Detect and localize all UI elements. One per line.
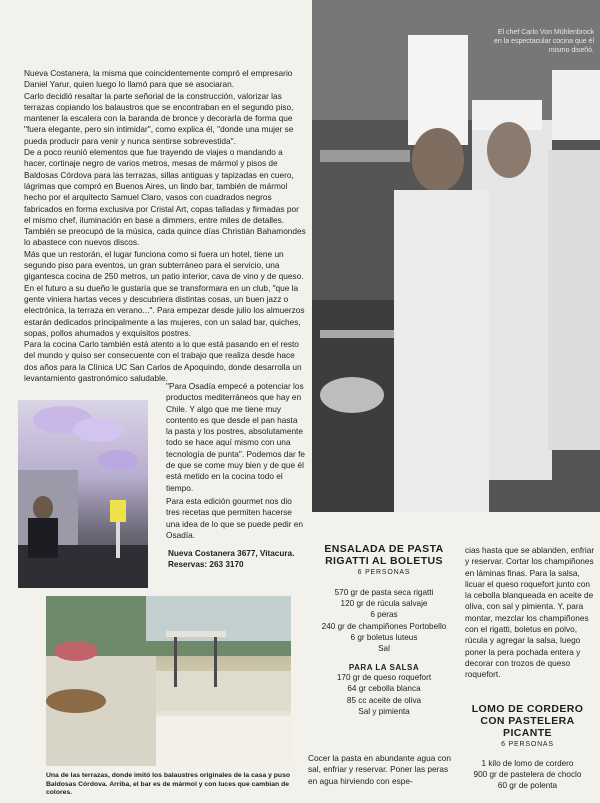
recipe-1-steps-continued: cias hasta que se ablanden, enfriar y reservar. Cortar los champiñones en láminas finas. Para la salsa, licuar el queso roquefort junto con la cebolla blanqueada en aceite de oliva, con sal y pimienta. Y, para montar, mezclar los champiñones con el rigatti, boletus en polvo, rúcula y agregar la salsa, luego poner la pera pochada entera y decorar con trozos de queso roquefort.	[465, 545, 595, 680]
terrace-photo-illustration	[46, 596, 291, 766]
bar-photo-illustration	[18, 400, 148, 588]
terrace-photo	[46, 596, 291, 766]
chef-photo-caption: El chef Carlo Von Mühlenbrock en la espectacular cocina que él mismo diseñó.	[494, 29, 595, 54]
recipe-1-steps-start: Cocer la pasta en abundante agua con sal, enfriar y reservar. Poner las peras en agua hirviendo con espe-	[308, 753, 451, 786]
recipe-1-ingredient: 570 gr de pasta seca rigatti	[334, 588, 434, 597]
recipe-1-servings: 6 PERSONAS	[357, 569, 411, 576]
chef-photo-illustration	[312, 0, 600, 512]
recipe-ensalada	[314, 543, 454, 717]
recipe-2-title-line-2: CON PASTELERA PICANTE	[480, 715, 575, 739]
reservations-line: Reservas: 263 3170	[168, 560, 244, 569]
recipe-1-title-line-1: ENSALADA DE PASTA	[324, 543, 444, 555]
article-paragraph-1: Nueva Costanera, la misma que coincidentemente compró el empresario Daniel Yarur, quien luego lo llamó para que se asociaran.	[24, 68, 293, 90]
recipe-1-sauce-ingredient: 170 gr de queso roquefort	[336, 673, 432, 683]
recipe-1-ingredient: 240 gr de champiñones Portobello	[321, 621, 447, 631]
article-paragraph-5: Para la cocina Carlo también está atento a lo que está pasando en el resto del mundo y quiso ser consecuente con el trabajo que realiza desde hace dos años para la Clínica UC San Carlos de Apoquindo, donde desarrolla un levantamiento gastronómico saludable.	[24, 339, 302, 384]
recipe-1-sauce-ingredient: 85 cc aceite de oliva	[346, 695, 422, 705]
recipe-2-ingredient: 1 kilo de lomo de cordero	[481, 759, 574, 768]
recipe-2-servings: 6 PERSONAS	[501, 741, 554, 748]
article-quote-paragraph: "Para Osadía empecé a potenciar los productos mediterráneos que hay en Chile. Y algo que me tiene muy contento es que desde el pan hasta la pasta y los postres, absolutamente todo se hace aquí mismo con una tecnología de punta". Podemos dar fe de que se come muy bien y de que él está metido en la cocina todo el tiempo.	[166, 381, 306, 493]
recipe-1-ingredient: 6 gr boletus luteus	[350, 632, 418, 642]
chef-photo	[312, 0, 600, 512]
recipe-1-title-line-2: RIGATTI AL BOLETUS	[325, 555, 443, 567]
recipe-1-ingredient: 6 peras	[370, 610, 398, 620]
recipe-2-title-line-1: LOMO DE CORDERO	[471, 703, 584, 715]
bar-photo	[18, 400, 148, 588]
recipe-2-ingredient: 60 gr de polenta	[497, 781, 558, 791]
recipe-1-ingredient: Sal	[378, 644, 390, 654]
terrace-caption: Una de las terrazas, donde imitó los balaustres originales de la casa y puso Baldosas Córdova. Arriba, el bar es de mármol y con luces que cambian de colores.	[46, 772, 291, 797]
recipe-1-sauce-ingredient: Sal y pimienta	[358, 706, 410, 716]
restaurant-address	[168, 548, 308, 570]
article-quote-column	[166, 381, 306, 541]
address-line: Nueva Costanera 3677, Vitacura.	[168, 549, 295, 558]
recipe-lomo	[455, 703, 600, 792]
recipe-1-sauce-ingredient: 64 gr cebolla blanca	[347, 684, 421, 694]
recipe-2-ingredient: 900 gr de pastelera de choclo	[473, 770, 582, 780]
recipe-1-sauce-title: PARA LA SALSA	[348, 663, 420, 673]
article-paragraph-3: De a poco reunió elementos que fue trayendo de viajes o mandando a hacer, cortinaje negro de varios metros, mesas de mármol y pisos de Baldosas Córdova para las terrazas, sillas antiguas y tapizadas en cuero, lágrimas que compró en Buenos Aires, un lindo bar, también de mármol hecho por el arquitecto Samuel Claro, vasos con cuadrados negros fabricados en forma exclusiva por Cristal Art, copas talladas y firmadas por el mismo chef, iluminación en base a dimmers, entre miles de detalles. También se preocupó de la música, cada quince días Christián Bahamondes lo abastece con nuevos discos.	[24, 147, 306, 248]
article-paragraph-4: Más que un restorán, el lugar funciona como si fuera un hotel, tiene un segundo piso para eventos, un gran subterráneo para el servicio, una gigantesca cocina de 250 metros, un patio interior, cava de vino y de queso. En el futuro a su dueño le gustaría que se transformara en un club, "que la gente viniera hartas veces y descubriera distintas cosas, un buen jazz o electrónica, la terraza en verano...". Para empezar desde julio los almuerzos estarán dedicados principalmente a las mujeres, con un salad bar, quiches, sopas, pollos ahumados y exquisitos postres.	[24, 248, 305, 338]
article-paragraph-2: Carlo decidió resaltar la parte señorial de la construcción, valorizar las terrazas copiando los balaustros que se encontraban en el segundo piso, mantener la escalera con la baranda de bronce y decorarla de forma que "fuera elegante, pero sin intimidar", como explica él, "donde una mujer se pueda producir para venir y nunca sentirse sobrevestida".	[24, 90, 294, 146]
recipe-1-ingredient: 120 gr de rúcula salvaje	[340, 599, 428, 609]
article-closing-paragraph: Para esta edición gourmet nos dio tres recetas que permiten hacerse una idea de lo que se puede pedir en Osadía.	[166, 495, 304, 540]
article-body	[24, 68, 306, 384]
